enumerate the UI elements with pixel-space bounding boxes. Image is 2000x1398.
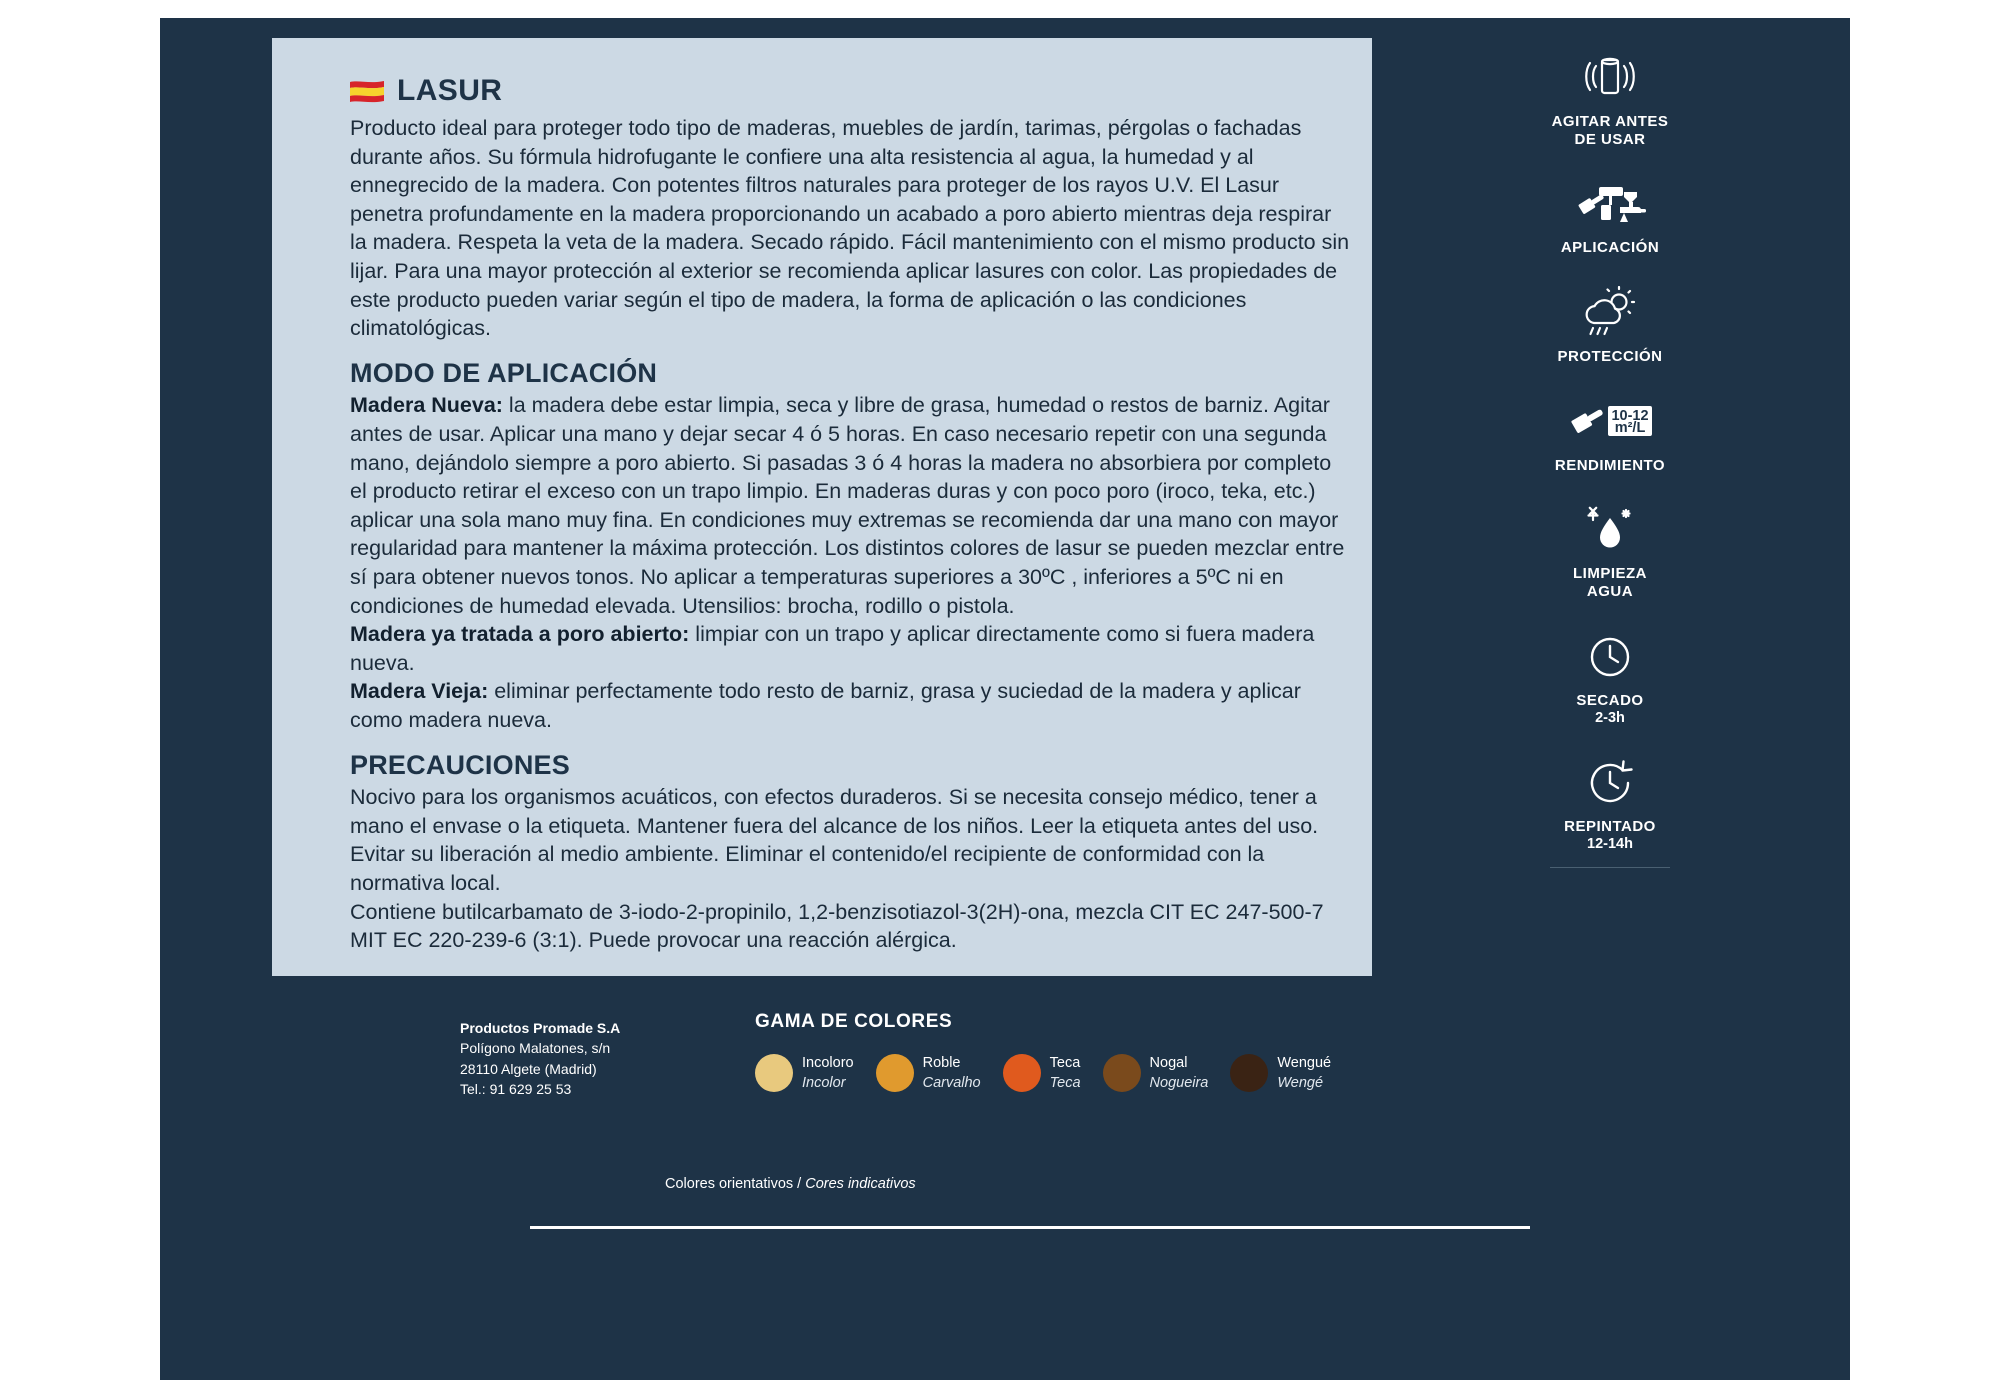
swatch-roble[interactable]: [876, 1053, 981, 1093]
company-address-2: 28110 Algete (Madrid): [460, 1060, 597, 1077]
treated-wood-label: Madera ya tratada a poro abierto:: [350, 622, 690, 647]
content-card: [272, 38, 1372, 976]
rail-item-cleaning: [1460, 500, 1760, 600]
rail-item-application: [1460, 174, 1760, 257]
coverage-brush-icon: [1564, 392, 1656, 450]
swatch-dot: [876, 1054, 914, 1092]
intro-paragraph: Producto ideal para proteger todo tipo de maderas, muebles de jardín, tarimas, pérgolas o fachadas durante años. Su fórmula hidrofugante le confiere una alta resistencia al agua, la humedad y al ennegrecido de la madera. Con potentes filtros naturales para proteger de los rayos U.V. El Lasur penetra profundamente en la madera proporcionando un acabado a poro abierto mientras deja respirar la madera. Respeta la veta de la madera. Secado rápido. Fácil mantenimiento con el mismo producto sin lijar. Para una mayor protección al exterior se recomienda aplicar lasures con color. Las propiedades de este producto pueden variar según el tipo de madera, la forma de aplicación o las condiciones climatológicas.: [350, 116, 1350, 341]
section-heading-application: MODO DE APLICACIÓN: [350, 357, 658, 388]
color-disclaimer-pt: Cores indicativos: [805, 1176, 916, 1192]
company-info: [460, 1018, 690, 1099]
precautions-paragraph: Nocivo para los organismos acuáticos, con efectos duraderos. Si se necesita consejo médico, tener a mano el envase o la etiqueta. Mantener fuera del alcance de los niños. Leer la etiqueta antes del uso. Evitar su liberación al medio ambiente. Eliminar el contenido/el recipiente de conformidad con la normativa local.: [350, 785, 1319, 896]
brush-roller-spray-icon: [1572, 174, 1648, 232]
clock-icon: [1585, 627, 1635, 685]
rail-divider: [1550, 867, 1670, 868]
rail-sub-repaint: 12-14h: [1587, 835, 1633, 852]
color-range-heading: GAMA DE COLORES: [755, 1011, 953, 1032]
swatch-wengue[interactable]: [1230, 1053, 1331, 1093]
swatch-dot: [1103, 1054, 1141, 1092]
swatch-dot: [755, 1054, 793, 1092]
treated-wood-text: limpiar con un trapo y aplicar directamente como si fuera madera nueva.: [350, 622, 1315, 675]
icon-rail: [1460, 48, 1760, 894]
spain-flag-icon: [350, 80, 384, 103]
swatch-nogal[interactable]: [1103, 1053, 1209, 1093]
swatch-dot: [1003, 1054, 1041, 1092]
rail-label-protection: PROTECCIÓN: [1557, 348, 1663, 366]
section-heading-precautions: PRECAUCIONES: [350, 749, 570, 780]
rail-label-cleaning: LIMPIEZA AGUA: [1573, 565, 1647, 601]
rail-label-application: APLICACIÓN: [1560, 239, 1660, 257]
new-wood-text: la madera debe estar limpia, seca y libre de grasa, humedad o restos de barniz. Agitar antes de usar. Aplicar una mano y dejar secar 4 ó 5 horas. En caso necesario repetir con una segunda mano, dejándolo siempre a poro abierto. Si pasadas 3 ó 4 horas la madera no absorbiera por completo el producto retirar el exceso con un trapo limpio. En maderas duras y con poco poro (iroco, teka, etc.) aplicar una sola mano muy fina. En condiciones muy extremas se recomienda dar una mano con mayor regularidad para mantener la máxima protección. Los distintos colores de lasur se pueden mezclar entre sí para obtener nuevos tonos. No aplicar a temperaturas superiores a 30ºC , inferiores a 5ºC ni en condiciones de humedad elevada. Utensilios: brocha, rodillo o pistola.: [350, 393, 1345, 618]
rail-item-drying: [1460, 627, 1760, 727]
color-range-section: [755, 1011, 1375, 1093]
swatch-label-pt: Wengé: [1277, 1075, 1324, 1091]
rail-label-coverage: RENDIMIENTO: [1554, 456, 1666, 474]
swatch-label-es: Wengué: [1277, 1055, 1332, 1071]
rail-item-coverage: [1460, 392, 1760, 475]
company-address-1: Polígono Malatones, s/n: [460, 1040, 611, 1057]
old-wood-paragraph: [350, 677, 1350, 734]
footer-divider: [530, 1226, 1530, 1229]
rail-label-shake: AGITAR ANTES DE USAR: [1551, 113, 1669, 148]
rail-label-repaint: REPINTADO: [1564, 817, 1656, 835]
sun-cloud-rain-icon: [1578, 283, 1642, 341]
composition-paragraph: Contiene butilcarbamato de 3-iodo-2-propinilo, 1,2-benzisotiazol-3(2H)-ona, mezcla CIT EC 247-500-7 MIT EC 220-239-6 (3:1). Puede provocar una reacción alérgica.: [350, 899, 1324, 953]
page-title: LASUR: [397, 74, 503, 107]
swatch-row: [755, 1053, 1375, 1093]
swatch-dot: [1230, 1054, 1268, 1092]
color-disclaimer: [665, 1176, 916, 1192]
title-row: [350, 76, 1350, 106]
swatch-label-pt: Carvalho: [922, 1075, 981, 1091]
new-wood-paragraph: [350, 391, 1350, 620]
water-drop-icon: [1581, 500, 1639, 558]
swatch-label-es: Roble: [922, 1055, 961, 1071]
rail-label-drying: SECADO: [1576, 691, 1644, 709]
swatch-teca[interactable]: [1003, 1053, 1081, 1093]
old-wood-label: Madera Vieja:: [350, 679, 489, 704]
coverage-unit-text: m²/L: [1614, 419, 1646, 436]
swatch-label-pt: Incolor: [802, 1075, 846, 1091]
swatch-label-es: Incoloro: [802, 1055, 854, 1071]
shake-can-icon: [1581, 48, 1639, 106]
rail-item-protection: [1460, 283, 1760, 366]
color-disclaimer-es: Colores orientativos /: [665, 1176, 802, 1192]
treated-wood-paragraph: [350, 620, 1350, 677]
swatch-label-pt: Teca: [1049, 1075, 1081, 1091]
clock-arrow-icon: [1585, 753, 1635, 811]
swatch-incoloro[interactable]: [755, 1053, 854, 1093]
rail-item-shake: [1460, 48, 1760, 148]
old-wood-text: eliminar perfectamente todo resto de barniz, grasa y suciedad de la madera y aplicar como madera nueva.: [350, 679, 1301, 732]
swatch-label-pt: Nogueira: [1149, 1075, 1209, 1091]
swatch-label-es: Teca: [1049, 1055, 1081, 1071]
document-page: [160, 18, 1850, 1380]
company-phone: Tel.: 91 629 25 53: [460, 1080, 572, 1097]
swatch-label-es: Nogal: [1149, 1055, 1188, 1071]
rail-item-repaint: [1460, 753, 1760, 868]
company-name: Productos Promade S.A: [460, 1020, 621, 1036]
new-wood-label: Madera Nueva:: [350, 393, 503, 418]
coverage-value-text: 10-12: [1611, 407, 1649, 424]
rail-sub-drying: 2-3h: [1595, 709, 1625, 726]
